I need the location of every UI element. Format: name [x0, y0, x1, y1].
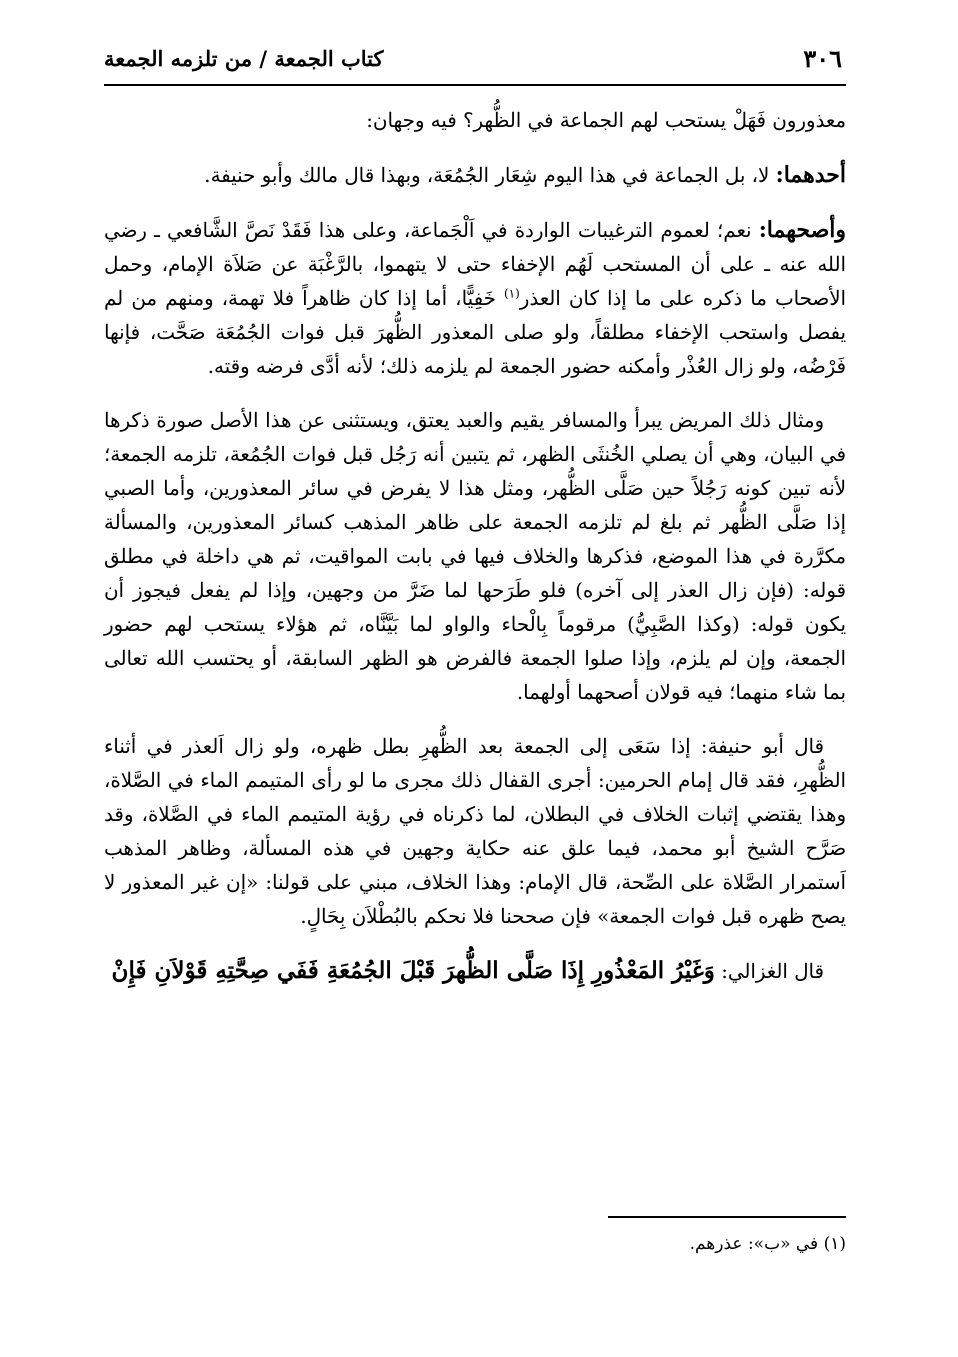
paragraph-1-text: معذورون فَهَلْ يستحب لهم الجماعة في الظُّهر؟ فيه وجهان:: [366, 109, 846, 132]
page-header: [104, 42, 846, 82]
paragraph-1: [104, 104, 846, 138]
paragraph-4-text: ومثال ذلك المريض يبرأ والمسافر يقيم والعبد يعتق، ويستثنى عن هذا الأصل صورة ذكرها في البيان، وهي أن يصلي الخُنثَى الظهر، ثم يتبين أنه رَجُل قبل فوات الجُمُعة، تلزمه الجمعة؛ لأنه تبين كونه رَجُلاً حين صَلَّى الظُّهر، ومثل هذا لا يفرض في سائر المعذورين، وأما الصبي إذا صَلَّى الظُّهر ثم بلغ لم تلزمه الجمعة على ظاهر المذهب كسائر المعذورين، والمسألة مكرَّرة في هذا الموضع، فذكرها والخلاف فيها في بابت المواقيت، ثم هي داخلة في مطلق قوله: (فإن زال العذر إلى آخره) فلو طَرَحها لما ضَرَّ من وجهين، وإذا لم يفعل فيجوز أن يكون قوله: (وكذا الصَّبِيُّ) مرقوماً بِالْحاء والواو لما بَيَّنَّاه، ثم هؤلاء يستحب لهم حضور الجمعة، وإن لم يلزم، وإذا صلوا الجمعة فالفرض هو الظهر السابقة، أو يحتسب الله تعالى بما شاء منهما؛ فيه قولان أصحهما أولهما.: [104, 409, 846, 704]
body-text: [104, 104, 846, 1009]
paragraph-5: [104, 730, 846, 934]
paragraph-3-text-b: خَفِيًّا، أما إذا كان ظاهراً فلا تهمة، ومنهم من لم يفصل واستحب الإخفاء مطلقاً، ولو صلى المعذور الظُّهرَ قبل فوات الجُمُعَة صَحَّت، فإنها فَرْضُه، ولو زال العُذْر وأمكنه حضور الجمعة لم يلزمه ذلك؛ لأنه أدَّى فرضه وقته.: [104, 287, 846, 378]
ghazali-quote: وَغَيْرُ المَعْذُورِ إِذَا صَلَّى الظُّهرَ قَبْلَ الجُمُعَةِ فَفَي صِحَّتِهِ قَوْلاَنِ فَإِنْ: [111, 957, 715, 984]
footnote-reference[interactable]: (١): [503, 286, 520, 301]
paragraph-3-text-a: نعم؛ لعموم الترغيبات الواردة في اَلْجَماعة، وعلى هذا فَقَدْ نَصَّ الشَّافعي ـ رضي الله عنه ـ على أن المستحب لَهُم الإخفاء حتى لا يتهموا، بالرَّغْبَة عن صَلاَة الإمام، وحمل الأصحاب ما ذكره على ما إذا كان العذر: [104, 219, 846, 310]
paragraph-6: [104, 954, 846, 989]
running-title: كتاب الجمعة / من تلزمه الجمعة: [104, 46, 384, 71]
second-opinion-label: وأصحهما:: [758, 217, 846, 243]
page-number: ٣٠٦: [803, 44, 842, 73]
paragraph-6-label: قال الغزالي:: [714, 960, 824, 983]
footnote-text: (١) في «ب»: عذرهم.: [689, 1234, 846, 1254]
paragraph-4: [104, 404, 846, 710]
footnote-rule: [608, 1216, 846, 1218]
paragraph-3: [104, 213, 846, 384]
footnote: [104, 1230, 846, 1258]
paragraph-2-text: لا، بل الجماعة في هذا اليوم شِعَار الجُمُعَة، وبهذا قال مالك وأبو حنيفة.: [204, 164, 776, 187]
header-rule: [104, 84, 846, 86]
first-opinion-label: أحدهما:: [775, 162, 846, 188]
paragraph-5-text: قال أبو حنيفة: إذا سَعَى إلى الجمعة بعد الظُّهرِ بطل ظهره، ولو زال اَلعذر في أثناء الظُّهرِ، فقد قال إمام الحرمين: أجرى القفال ذلك مجرى ما لو رأى المتيمم الماء في الصَّلاة، وهذا يقتضي إثبات الخلاف في البطلان، لما ذكرناه في رؤية المتيمم الماء في الصَّلاة، وقد صَرَّح الشيخ أبو محمد، فيما علق عنه حكاية وجهين في هذه المسألة، وظاهر المذهب اَستمرار الصَّلاة على الصِّحة، قال الإمام: وهذا الخلاف، مبني على قولنا: «إن غير المعذور لا يصح ظهره قبل فوات الجمعة» فإن صححنا فلا نحكم بالبُطْلاَن بِحَالٍ.: [104, 735, 846, 928]
paragraph-2: [104, 158, 846, 193]
